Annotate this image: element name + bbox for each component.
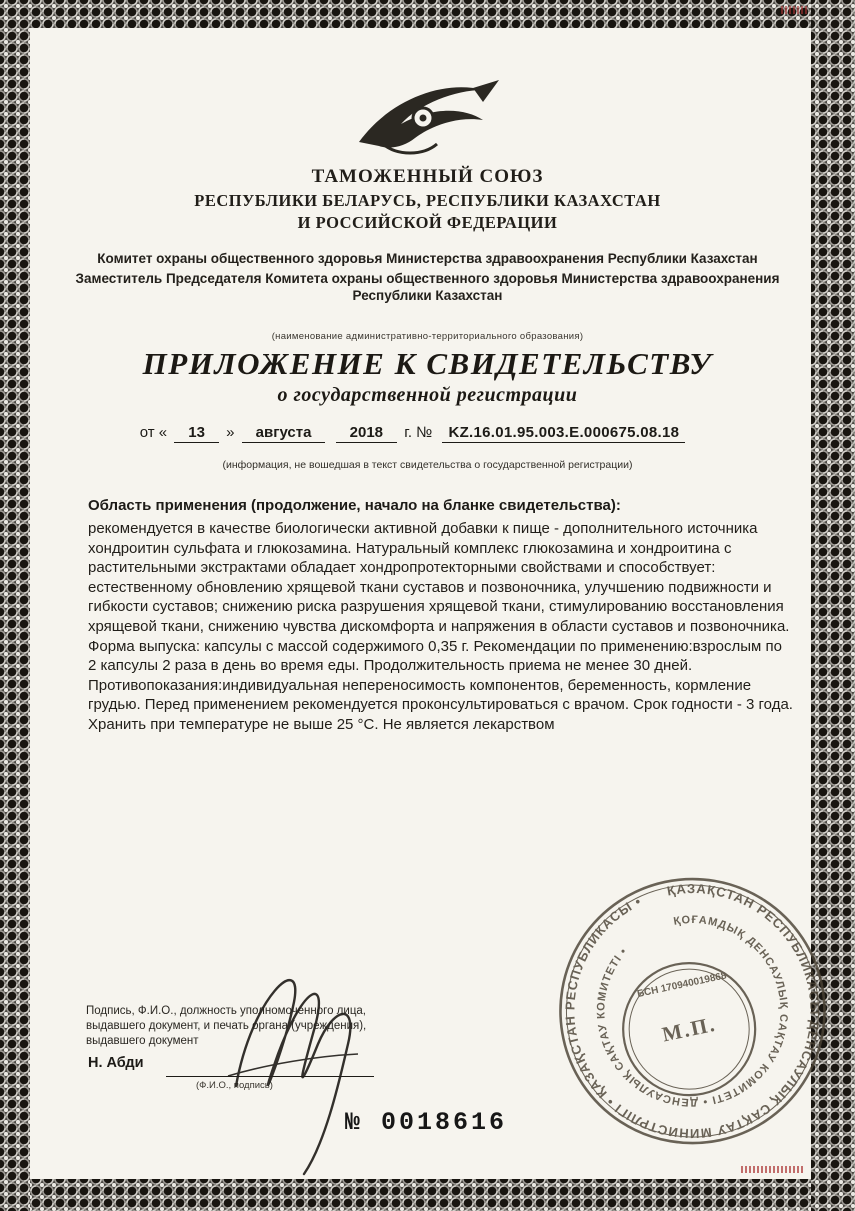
red-registry-mark-top (781, 6, 807, 14)
reg-mid-label: г. № (404, 424, 433, 441)
official-stamp-icon (521, 839, 855, 1188)
stamp-inner-ring-text: ҚОҒАМДЫҚ ДЕНСАУЛЫҚ САҚТАУ КОМИТЕТІ • ДЕНСАУЛЫҚ САҚТАУ КОМИТЕТІ • (595, 913, 790, 1109)
union-name-line3: И РОССИЙСКОЙ ФЕДЕРАЦИИ (297, 213, 558, 232)
union-name-line1: ТАМОЖЕННЫЙ СОЮЗ (311, 166, 544, 187)
registration-line (0, 424, 825, 443)
signature-caption: (Ф.И.О., подпись) (196, 1080, 273, 1091)
lace-border-top (0, 0, 855, 28)
issuer-title: Заместитель Председателя Комитета охраны общественного здоровья Министерства здравоохранения Республики Казахстан (75, 270, 780, 304)
lace-border-bottom (0, 1179, 855, 1211)
admin-territory-note: (наименование административно-территориального образования) (271, 331, 584, 342)
handwritten-signature-icon (208, 936, 368, 1181)
svg-text:ҚАЗАҚСТАН РЕСПУБЛИКАСЫ ДЕНСАУЛ (538, 857, 847, 1166)
signer-name: Н. Абди (88, 1055, 144, 1071)
union-name-line2: РЕСПУБЛИКИ БЕЛАРУСЬ, РЕСПУБЛИКИ КАЗАХСТАН (194, 191, 661, 210)
reg-year: 2018 (336, 424, 397, 443)
stamp-outer-ring-text: ҚАЗАҚСТАН РЕСПУБЛИКАСЫ ДЕНСАУЛЫҚ САҚТАУ МИНИСТРЛІГІ • ҚАЗАҚСТАН РЕСПУБЛИКАСЫ • (562, 881, 823, 1142)
signature-note-line3: выдавшего документ (86, 1034, 199, 1047)
reg-month: августа (242, 424, 326, 443)
info-note: (информация, не вошедшая в текст свидетельства о государственной регистрации) (222, 459, 633, 471)
stamp-id-number: БСН 170940019868 (636, 970, 728, 1001)
reg-number: KZ.16.01.95.003.E.000675.08.18 (442, 424, 685, 443)
reg-day: 13 (174, 424, 219, 443)
customs-union-logo-icon (353, 78, 503, 165)
application-text: рекомендуется в качестве биологически активной добавки к пище - дополнительного источника хондроитин сульфата и глюкозамина. Натуральный комплекс глюкозамина и хондроитина с растительными экстрактами обладает хондропротекторными свойствами и способствует: естественному обновлению хрящевой ткани суставов и позвоночника, улучшению подвижности и гибкости суставов; снижению риска разрушения хрящевой ткани, стимулированию восстановления хрящевой ткани, снижению чувства дискомфорта и напряжения в области суставов и позвоночника. Форма выпуска: капсулы с массой содержимого 0,35 г. Рекомендации по применению:взрослым по 2 капсулы 2 раза в день во время еды. Продолжительность приема не менее 30 дней. Противопоказания:индивидуальная непереносимость компонентов, беременность, кормление грудью. Перед применением рекомендуется проконсультироваться с врачом. Срок годности - 3 года. Хранить при температуре не выше 25 °С. Не является лекарством (88, 520, 793, 733)
committee-name: Комитет охраны общественного здоровья Министерства здравоохранения Республики Казахстан (97, 251, 758, 266)
application-heading: Область применения (продолжение, начало на бланке свидетельства): (88, 497, 621, 514)
serial-number: № 0018616 (345, 1108, 508, 1137)
signature-note-line1: Подпись, Ф.И.О., должность уполномоченного лица, (86, 1005, 366, 1017)
document-title-block (0, 346, 855, 407)
reg-prefix: от « (139, 424, 168, 441)
stamp-center-label: М.П. (659, 1011, 719, 1047)
union-header (0, 166, 855, 235)
svg-text:ҚОҒАМДЫҚ ДЕНСАУЛЫҚ САҚТАУ КОМИ (577, 896, 807, 1126)
red-printer-mark-bottom (741, 1166, 805, 1173)
signature-note-line2: выдавшего документ, и печать органа (учреждения), (86, 1019, 367, 1032)
issuing-authority (62, 250, 793, 307)
document-subtitle: о государственной регистрации (277, 384, 578, 406)
document-title: ПРИЛОЖЕНИЕ К СВИДЕТЕЛЬСТВУ (142, 346, 713, 381)
reg-quote-close: » (226, 424, 235, 441)
